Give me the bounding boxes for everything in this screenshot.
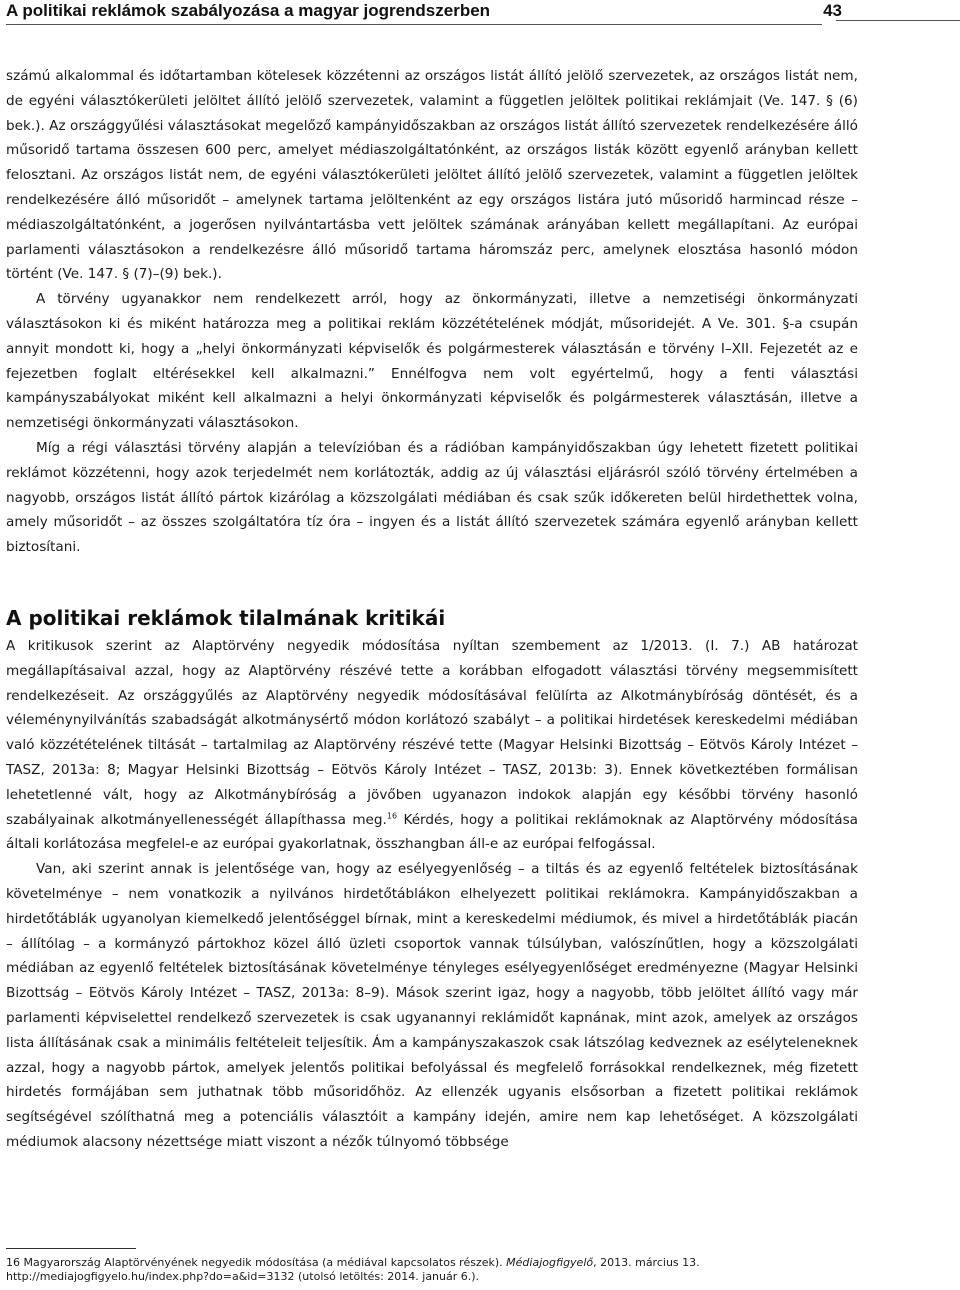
footnote bbox=[6, 1256, 886, 1283]
page-number: 43 bbox=[823, 1, 842, 20]
paragraph-continued: számú alkalommal és időtartamban kötelesek közzétenni az országos listát állító jelölő szervezetek, az országos listát nem, de egyéni választókerületi jelöltet állító jelölő szervezetek, valamint a független jelöltek politikai reklámjait (Ve. 147. § (6) bek.). Az országgyűlési választásokat megelőző kampányidőszakban az országos listát állító szervezetek rendelkezésére álló műsoridő tartama összesen 600 perc, amelyet médiaszolgáltatónként, az országos listák között egyenlő arányban kellett felosztani. Az országos listát nem, de egyéni választókerületi jelöltet állító jelölő szervezetek, valamint a független jelöltek rendelkezésére álló műsoridőt – amelynek tartama jelöltenként az egy országos listára jutó műsoridő harmincad része – médiaszolgáltatónként, a jogerősen nyilvántartásba vett jelöltek számának arányában kellett megállapítani. Az európai parlamenti választásokon a rendelkezésre álló műsoridő tartama háromszáz perc, amelynek elosztása hasonló módon történt (Ve. 147. § (7)–(9) bek.). bbox=[6, 68, 858, 283]
header-rule-left bbox=[6, 24, 822, 25]
paragraph-local-elections: A törvény ugyanakkor nem rendelkezett arról, hogy az önkormányzati, illetve a nemzetiségi önkormányzati választásokon ki és miként határozza meg a politikai reklám közzétételének módját, műsoridejét. A Ve. 301. §-a csupán annyit mondott ki, hogy a „helyi önkormányzati képviselők és polgármesterek választásán e törvény I–XII. Fejezetét az e fejezetben foglalt eltérésekkel kell alkalmazni.” Ennélfogva nem volt egyértelmű, hogy a fenti választási kampányszabályokat miként kell alkalmazni a helyi önkormányzati képviselők és polgármesterek választásán, illetve a nemzetiségi önkormányzati választásokon. bbox=[6, 291, 858, 432]
paragraph-critics bbox=[6, 634, 858, 857]
header-rule-right bbox=[836, 20, 960, 21]
footnote-reference[interactable]: 16 bbox=[386, 811, 398, 821]
paragraph-billboards: Van, aki szerint annak is jelentősége van, hogy az esélyegyenlőség – a tiltás és az egyenlő feltételek biztosításának követelménye – nem vonatkozik a nyilvános hirdetőtáblákon elhelyezett politikai reklámokra. Kampányidőszakban a hirdetőtáblák ugyanolyan kiemelkedő jelentőséggel bírnak, mint a kereskedelmi médiumok, és mivel a hirdetőtáblák piacán – állítólag – a kormányzó pártokhoz közel álló üzleti csoportok vannak túlsúlyban, valószínűtlen, hogy a közszolgálati médiában az egyenlő feltételek biztosításának követelménye tényleges esélyegyenlőséget eredményezne (Magyar Helsinki Bizottság – Eötvös Károly Intézet – TASZ, 2013a: 8–9). Mások szerint igaz, hogy a nagyobb, több jelöltet állító vagy már parlamenti képviselettel rendelkező szervezetek is csak ugyanannyi reklámidőt kapnának, mint azok, amelyek az országos lista állításának csak a minimális feltételeit teljesítik. Ám a kampányszakaszok csak látszólag kedveznek az esélyteleneknek azzal, hogy a nagyobb pártok, amelyek jelentős politikai befolyással és megfelelő forrásokkal rendelkeznek, még fizetett hirdetés formájában sem juthatnak több műsoridőhöz. Az ellenzék ugyanis elsősorban a fizetett politikai reklámok segítségével szólíthatná meg a potenciális választóit a kampány idején, amire nem kap lehetőséget. A közszolgálati médiumok alacsony nézettsége miatt viszont a nézők túlnyomó többsége bbox=[6, 861, 858, 1150]
paragraph-critics-continued: Kérdés, hogy a politikai reklámoknak az Alaptörvény módosítása általi korlátozása megfelel-e az európai gyakorlatnak, összhangban áll-e az európai felfogással. bbox=[6, 811, 858, 853]
paragraph-critics-text: A kritikusok szerint az Alaptörvény negyedik módosítása nyíltan szembement az 1/2013. (I. 7.) AB határozat megállapításaival azzal, hogy az Alaptörvény részévé tette a korábban elfogadott választási törvény megsemmisített rendelkezéseit. Az országgyűlés az Alaptörvény negyedik módosításával felülírta az Alkotmánybíróság döntését, és a véleménynyilvánítás szabadságát alkotmánysértő módon korlátozó szabályt – a politikai hirdetések kereskedelmi médiában való közzétételének tiltását – tartalmilag az Alaptörvény részévé tette (Magyar Helsinki Bizottság – Eötvös Károly Intézet – TASZ, 2013a: 8; Magyar Helsinki Bizottság – Eötvös Károly Intézet – TASZ, 2013b: 3). Ennek következtében formálisan lehetetlenné vált, hogy az Alkotmánybíróság a jövőben ugyanazon indokok alapján egy későbbi törvény hasonló szabályainak alkotmányellenességét állapíthassa meg. bbox=[6, 638, 858, 828]
paragraph-old-law: Míg a régi választási törvény alapján a televízióban és a rádióban kampányidőszakban úgy lehetett fizetett politikai reklámot közzétenni, hogy azok terjedelmét nem korlátozták, addig az új választási eljárásról szóló törvény értelmében a nagyobb, országos listát állító pártok kizárólag a közszolgálati médiában és csak szűk időkereten belül hirdethettek volna, amely műsoridőt – az összes szolgáltatóra tíz óra – ingyen és a listát állító szervezetek számára egyenlő arányban kellett biztosítani. bbox=[6, 439, 858, 556]
running-title: A politikai reklámok szabályozása a magyar jogrendszerben bbox=[6, 1, 491, 20]
footnote-text-after: , 2013. március 13. http://mediajogfigyelo.hu/index.php?do=a&id=3132 (utolsó letöltés: 2014. január 6.). bbox=[6, 1256, 700, 1283]
footnote-text-before: Magyarország Alaptörvényének negyedik módosítása (a médiával kapcsolatos részek). bbox=[23, 1256, 503, 1269]
body-text-top bbox=[6, 64, 858, 560]
body-text-section bbox=[6, 634, 858, 1155]
section-heading: A politikai reklámok tilalmának kritikái bbox=[6, 606, 446, 630]
footnote-divider bbox=[6, 1248, 136, 1249]
footnote-journal: Médiajogfigyelő bbox=[506, 1256, 594, 1269]
running-header bbox=[6, 0, 954, 22]
footnote-number: 16 bbox=[6, 1256, 20, 1269]
